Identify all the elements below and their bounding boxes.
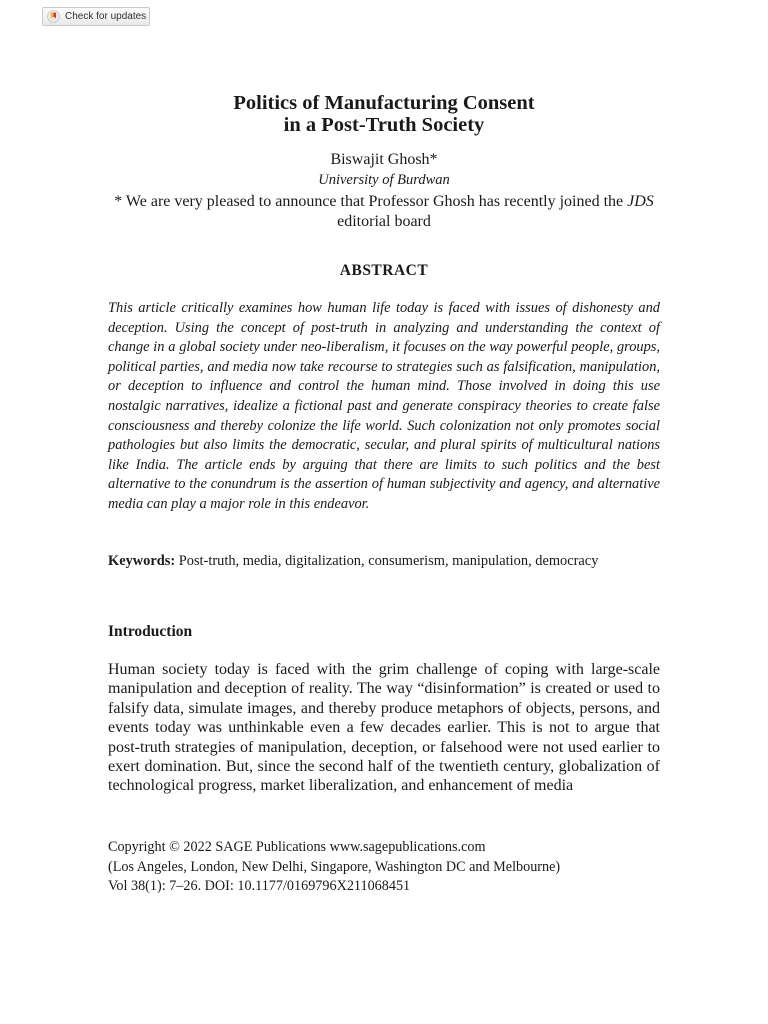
note-text-before: * We are very pleased to announce that Professor Ghosh has recently joined the — [114, 193, 628, 210]
copyright-line-2: (Los Angeles, London, New Delhi, Singapore, Washington DC and Melbourne) — [108, 858, 561, 875]
title-line-2: in a Post-Truth Society — [283, 114, 485, 136]
keywords-label: Keywords: — [108, 553, 176, 569]
abstract-heading: ABSTRACT — [339, 262, 429, 279]
editorial-note — [100, 192, 668, 232]
author-name: Biswajit Ghosh* — [330, 151, 438, 168]
copyright-line-3: Vol 38(1): 7–26. DOI: 10.1177/0169796X211068451 — [108, 878, 411, 894]
keywords — [108, 551, 660, 571]
author-affiliation: University of Burdwan — [318, 172, 450, 188]
copyright-block — [108, 838, 668, 897]
keywords-text: Post-truth, media, digitalization, consumerism, manipulation, democracy — [175, 553, 599, 569]
introduction-text: Human society today is faced with the grim challenge of coping with large-scale manipulation and deception of reality. The way “disinformation” is created or used to falsify data, simulate images, and thereby produce metaphors of objects, persons, and events today was unthinkable even a few decades earlier. This is not to argue that post-truth strategies of manipulation, deception, or falsehood were not used earlier to exert domination. But, since the second half of the twentieth century, globalization of technological progress, market liberalization, and enhancement of media — [108, 661, 660, 795]
journal-abbreviation: JDS — [627, 193, 654, 210]
article-title — [0, 92, 768, 136]
copyright-line-1: Copyright © 2022 SAGE Publications www.sagepublications.com — [108, 839, 486, 855]
abstract-text: This article critically examines how human life today is faced with issues of dishonesty and deception. Using the concept of post-truth in analyzing and understanding the context of change in a global society under neo-liberalism, it focuses on the way powerful people, groups, political parties, and media now take recourse to strategies such as falsification, manipulation, or deception to influence and control the human mind. Those involved in doing this use nostalgic narratives, idealize a fictional past and generate conspiracy theories to create false consciousness and thereby colonize the life world. Such colonization not only promotes social pathologies but also limits the democratic, secular, and plural spirits of multicultural nations like India. The article ends by arguing that there are limits to such politics and the best alternative to the conundrum is the assertion of human subjectivity and agency, and alternative media can play a major role in this endeavor. — [108, 300, 660, 512]
crossmark-icon — [47, 10, 60, 23]
note-text-after: editorial board — [337, 213, 431, 230]
introduction-heading: Introduction — [108, 623, 193, 640]
check-for-updates-button[interactable] — [42, 7, 150, 26]
check-for-updates-label: Check for updates — [65, 11, 147, 22]
title-line-1: Politics of Manufacturing Consent — [233, 92, 535, 114]
